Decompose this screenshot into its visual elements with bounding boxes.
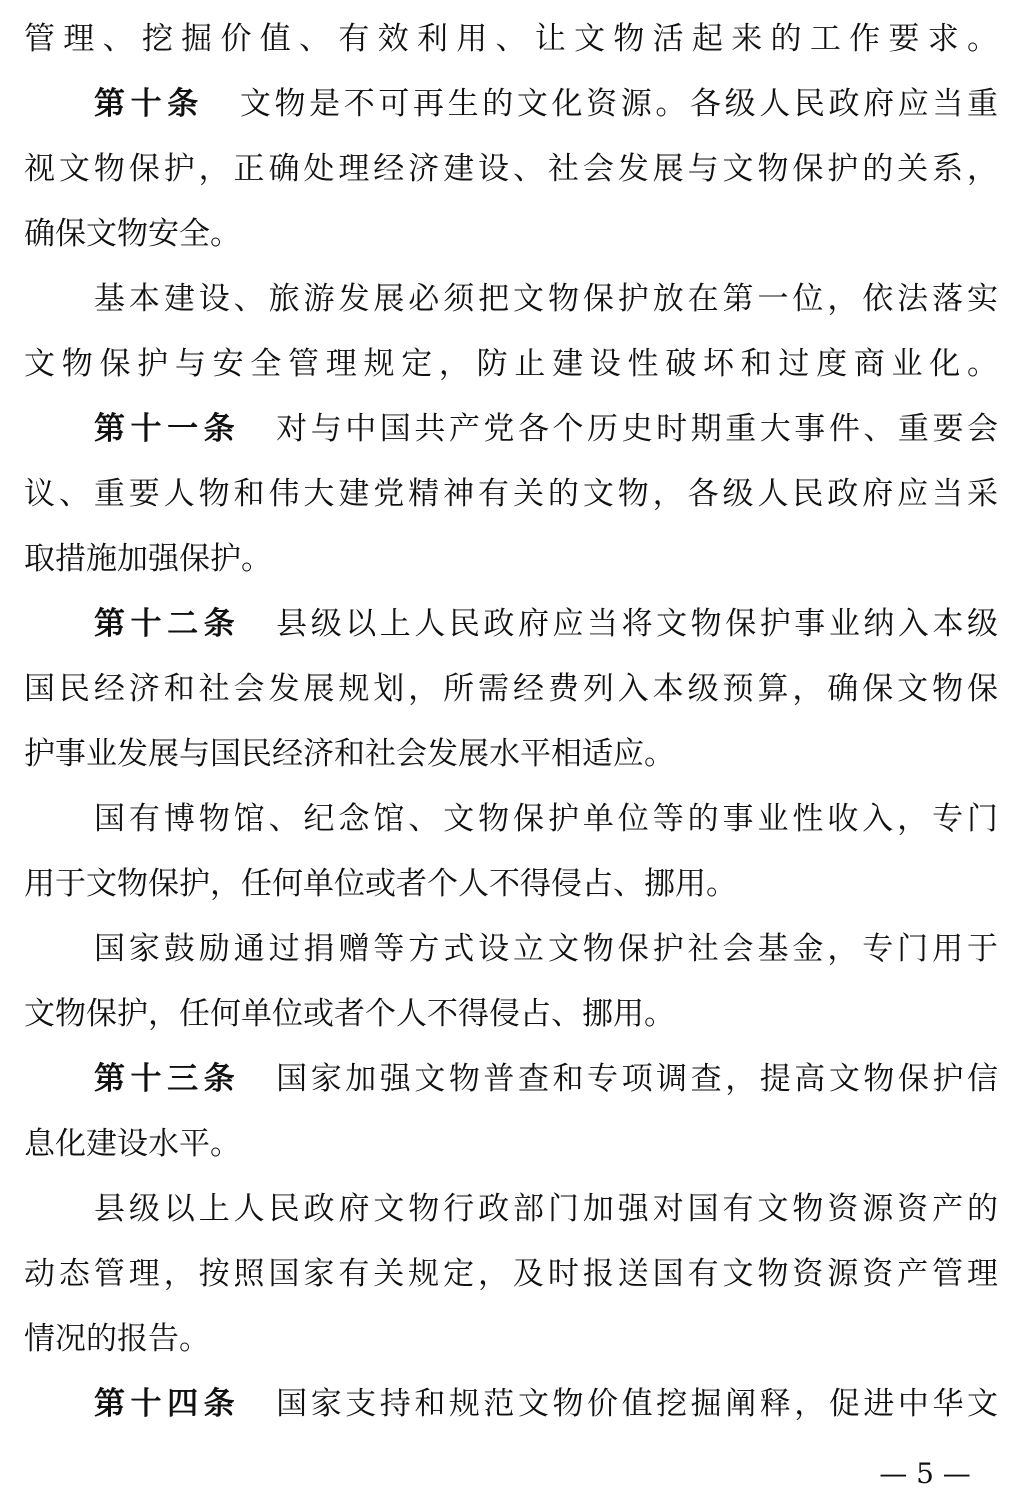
- text-line: 确保文物安全。: [24, 216, 241, 252]
- text-line: 动态管理，按照国家有关规定，及时报送国有文物资源资产管理: [24, 1256, 998, 1292]
- text-line: 文物保护与安全管理规定，防止建设性破坏和过度商业化。: [24, 346, 998, 382]
- text-line: 情况的报告。: [24, 1321, 210, 1357]
- text-line: 国有博物馆、纪念馆、文物保护单位等的事业性收入，专门: [94, 801, 998, 837]
- text-line: 国家鼓励通过捐赠等方式设立文物保护社会基金，专门用于: [94, 931, 998, 967]
- text-line: 国民经济和社会发展规划，所需经费列入本级预算，确保文物保: [24, 671, 998, 707]
- article-13-first-line: [94, 1055, 998, 1103]
- page-number: — 5 —: [879, 1457, 971, 1490]
- text-line: 用于文物保护，任何单位或者个人不得侵占、挪用。: [24, 866, 737, 902]
- text-line: 文物保护，任何单位或者个人不得侵占、挪用。: [24, 996, 675, 1032]
- article-heading: 第十一条: [94, 411, 241, 447]
- article-heading: 第十二条: [94, 606, 241, 642]
- text-line: 息化建设水平。: [24, 1126, 241, 1162]
- article-text: 文物是不可再生的文化资源。各级人民政府应当重: [239, 86, 998, 122]
- article-heading: 第十条: [94, 86, 204, 122]
- article-text: 国家支持和规范文物价值挖掘阐释，促进中华文: [276, 1386, 999, 1422]
- article-10-first-line: [94, 80, 998, 128]
- article-heading: 第十四条: [94, 1386, 241, 1422]
- article-text: 国家加强文物普查和专项调查，提高文物保护信: [276, 1061, 999, 1097]
- text-line: 护事业发展与国民经济和社会发展水平相适应。: [24, 736, 675, 772]
- article-12-first-line: [94, 600, 998, 648]
- text-line: 视文物保护，正确处理经济建设、社会发展与文物保护的关系，: [24, 151, 998, 187]
- article-14-first-line: [94, 1380, 998, 1428]
- article-text: 对与中国共产党各个历史时期重大事件、重要会: [276, 411, 999, 447]
- text-line: 议、重要人物和伟大建党精神有关的文物，各级人民政府应当采: [24, 476, 998, 512]
- text-line: 管理、挖掘价值、有效利用、让文物活起来的工作要求。: [24, 21, 998, 57]
- article-text: 县级以上人民政府应当将文物保护事业纳入本级: [276, 606, 999, 642]
- text-line: 取措施加强保护。: [24, 541, 272, 577]
- article-heading: 第十三条: [94, 1061, 241, 1097]
- article-11-first-line: [94, 405, 998, 453]
- text-line: 县级以上人民政府文物行政部门加强对国有文物资源资产的: [94, 1191, 998, 1227]
- text-line: 基本建设、旅游发展必须把文物保护放在第一位，依法落实: [94, 281, 998, 317]
